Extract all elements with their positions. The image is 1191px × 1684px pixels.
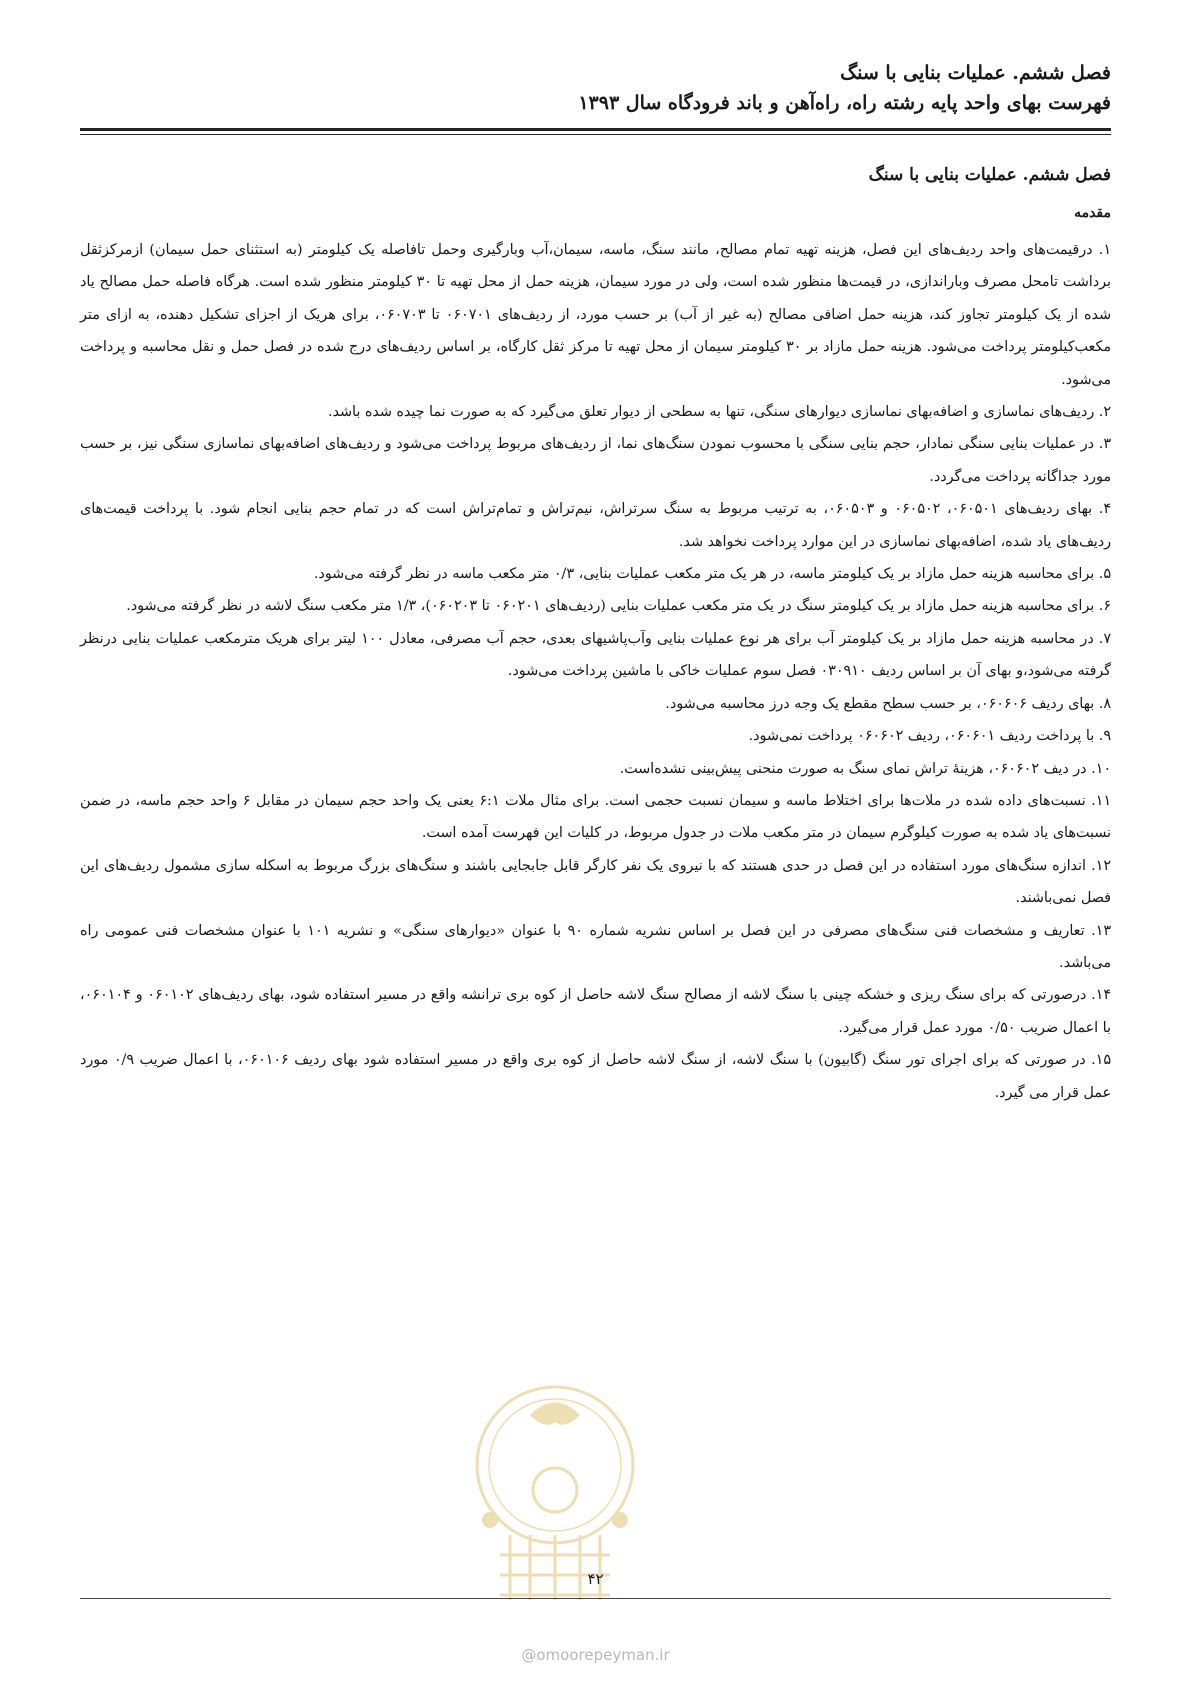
header-rule-thick: [80, 128, 1111, 131]
paragraph-7: ۷. در محاسبه هزینه حمل مازاد بر یک کیلومتر آب برای هر نوع عملیات بنایی وآب‌پاشیهای بعدی، حجم آب مصرفی، معادل ۱۰۰ لیتر برای هریک مترمکعب عملیات بنایی درنظر گرفته می‌شود،و بهای آن بر اساس ردیف ۰۳۰۹۱۰ فصل سوم عملیات خاکی با ماشین پرداخت می‌شود.: [80, 630, 1111, 680]
paragraph-15: ۱۵. در صورتی که برای اجرای تور سنگ (گابیون) با سنگ لاشه، از سنگ لاشه حاصل از کوه بری واقع در مسیر استفاده شود بهای ردیف ۰۶۰۱۰۶، با اعمال ضریب ۰/۹ مورد عمل قرار می گیرد.: [80, 1052, 1112, 1101]
paragraph-10: ۱۰. در دیف ۰۶۰۶۰۲، هزینهٔ تراش نمای سنگ به صورت منحنی پیش‌بینی نشده‌است.: [619, 760, 1111, 777]
paragraph-3: ۳. در عملیات بنایی سنگی نمادار، حجم بنایی سنگی با محسوب نمودن سنگ‌های نما، از ردیف‌های مربوط پرداخت می‌شود و ردیف‌های اضافه‌بهای نماسازی سنگی نیز، بر حسب مورد جداگانه پرداخت می‌گردد.: [80, 436, 1111, 485]
paragraph-8: ۸. بهای ردیف ۰۶۰۶۰۶، بر حسب سطح مقطع یک وجه درز محاسبه می‌شود.: [665, 695, 1111, 712]
paragraph-2: ۲. ردیف‌های نماسازی و اضافه‌بهای نماسازی دیوارهای سنگی، تنها به سطحی از دیوار تعلق می‌گیرد که به صورت نما چیده شده باشد.: [327, 404, 1111, 421]
header-rule-thin: [80, 134, 1111, 135]
header-book-title: فهرست بهای واحد پایه رشته راه، راه‌آهن و باند فرودگاه سال ۱۳۹۳: [578, 92, 1111, 114]
intro-heading: مقدمه: [1074, 205, 1111, 221]
footer-rule: [80, 1598, 1111, 1599]
paragraph-14: ۱۴. درصورتی که برای سنگ ریزی و خشکه چینی با سنگ لاشه از مصالح سنگ لاشه حاصل از کوه بری ترانشه واقع در مسیر استفاده شود، بهای ردیف‌های ۰۶۰۱۰۲ و ۰۶۰۱۰۴، با اعمال ضریب ۰/۵۰ مورد عمل قرار می‌گیرد.: [80, 987, 1111, 1036]
page-content: [80, 160, 1111, 1109]
paragraph-4: ۴. بهای ردیف‌های ۰۶۰۵۰۱، ۰۶۰۵۰۲ و ۰۶۰۵۰۳، به ترتیب مربوط به سنگ سرتراش، نیم‌تراش و تمام‌تراش است که در تمام حجم بنایی انجام شود. با پرداخت قیمت‌های ردیف‌های یاد شده، اضافه‌بهای نماسازی در این موارد پرداخت نخواهد شد.: [80, 501, 1111, 550]
header-chapter-title: فصل ششم. عملیات بنایی با سنگ: [840, 62, 1111, 84]
paragraph-5: ۵. برای محاسبه هزینه حمل مازاد بر یک کیلومتر ماسه، در هر یک متر مکعب عملیات بنایی، ۰/۳ متر مکعب ماسه در نظر گرفته می‌شود.: [313, 566, 1111, 583]
paragraph-11: ۱۱. نسبت‌های داده شده در ملات‌ها برای اختلاط ماسه و سیمان نسبت حجمی است. برای مثال ملات ۶:۱ یعنی یک واحد حجم سیمان در مقابل ۶ واحد حجم ماسه، در ضمن نسبت‌های یاد شده به صورت کیلوگرم سیمان در متر مکعب ملات در جدول مربوط، در کلیات این فهرست آمده است.: [80, 792, 1112, 842]
page-header: [80, 58, 1111, 118]
paragraph-9: ۹. با پرداخت ردیف ۰۶۰۶۰۱، ردیف ۰۶۰۶۰۲ پرداخت نمی‌شود.: [748, 728, 1111, 745]
paragraph-13: ۱۳. تعاریف و مشخصات فنی سنگ‌های مصرفی در این فصل بر اساس نشریه شماره ۹۰ با عنوان «دیوارهای سنگی» و نشریه ۱۰۱ با عنوان مشخصات فنی عمومی راه می‌باشد.: [80, 922, 1111, 971]
site-watermark-text: @omoorepeyman.ir: [521, 1646, 670, 1664]
paragraph-1: ۱. درقیمت‌های واحد ردیف‌های این فصل، هزینه تهیه تمام مصالح، مانند سنگ، ماسه، سیمان،آب وبارگیری وحمل تافاصله یک کیلومتر (به استثنای حمل سیمان) ازمرکزثقل برداشت تامحل مصرف وباراندازی، در قیمت‌ها منظور شده است، ولی در مورد سیمان، هزینه حمل از محل تهیه تا ۳۰ کیلومتر منظور شده است. هرگاه فاصله حمل مصالح یاد شده از یک کیلومتر تجاوز کند، هزینه حمل اضافی مصالح (به غیر از آب) بر حسب مورد، از ردیف‌های ۰۶۰۷۰۱ تا ۰۶۰۷۰۳، برای هریک از اجزای تشکیل دهنده، به ازای متر مکعب‌کیلومتر پرداخت می‌شود. هزینه حمل مازاد بر ۳۰ کیلومتر سیمان از محل تهیه تا مرکز ثقل کارگاه، بر اساس ردیف‌های درج شده در فصل حمل و نقل محاسبه و پرداخت می‌شود.: [80, 242, 1111, 388]
paragraph-12: ۱۲. اندازه سنگ‌های مورد استفاده در این فصل در حدی هستند که با نیروی یک نفر کارگر قابل جابجایی باشند و سنگ‌های بزرگ مربوط به اسکله سازی مشمول ردیف‌های این فصل نمی‌باشند.: [80, 857, 1111, 907]
paragraph-6: ۶. برای محاسبه هزینه حمل مازاد بر یک کیلومتر سنگ در یک متر مکعب عملیات بنایی (ردیف‌های ۰۶۰۲۰۱ تا ۰۶۰۲۰۳)، ۱/۳ متر مکعب سنگ لاشه در نظر گرفته می‌شود.: [126, 598, 1111, 615]
section-title: فصل ششم. عملیات بنایی با سنگ: [868, 165, 1111, 185]
page-number: ۴۲: [587, 1570, 604, 1588]
